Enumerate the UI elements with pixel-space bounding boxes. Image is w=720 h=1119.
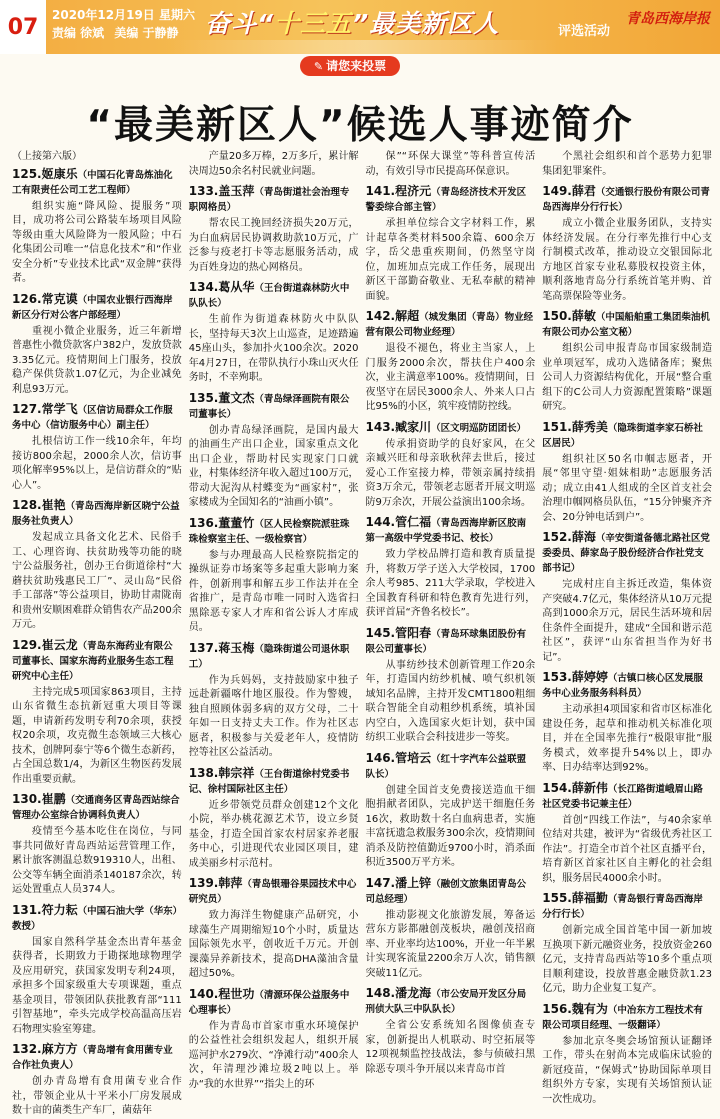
candidate-description: 帮农民工挽回经济损失20万元，为白血病居民协调救助款10万元，广泛参与疫老打卡等志愿服务活动，成为百姓身边的热心网格员。 bbox=[188, 218, 359, 273]
candidate-heading bbox=[12, 167, 182, 200]
candidate-number: 128. bbox=[12, 498, 42, 512]
candidate-heading bbox=[12, 292, 182, 325]
candidate-organization: （市公安局开发区分局刑侦大队三中队队长） bbox=[365, 989, 527, 1015]
candidate-entry bbox=[12, 638, 182, 788]
candidate-organization: （隐珠街道李家石桥社区居民） bbox=[542, 422, 703, 449]
candidate-description: 主持完成5项国家863项目，主持山东省微生态抗新冠重大项目等课题，申请新药发明专利70余项，获授权20余项，攻克微生态领域三大核心技术，创牌阿泰宁等6个微生态新药，占全国总数1/4，为新区生物医药发展作出重要贡献。 bbox=[12, 686, 182, 785]
candidate-entry bbox=[542, 309, 712, 415]
candidate-name: 潘龙海 bbox=[395, 986, 432, 1000]
candidate-number: 140. bbox=[188, 986, 219, 1001]
candidate-number: 143. bbox=[365, 419, 396, 434]
candidate-heading bbox=[12, 402, 182, 435]
candidate-number: 141. bbox=[365, 184, 396, 198]
candidate-number: 144. bbox=[365, 515, 396, 529]
candidate-entry bbox=[366, 751, 536, 871]
candidate-number: 131. bbox=[12, 902, 42, 917]
candidate-entry bbox=[542, 184, 712, 304]
candidate-organization: （青岛东海药业有限公司董事长、国家东海药业服务生态工程研究中心主任） bbox=[12, 640, 174, 682]
candidate-description: 创办青岛绿泽画院，是国内最大的油画生产出口企业，国家重点文化出口企业，帮助村民实现家门口就业，村集体经济年收入超过100万元，带动大泥沟从村蝶变为“画家村”，张家楼成为全国知名的“油画小镇”。 bbox=[188, 424, 359, 508]
candidate-heading bbox=[366, 751, 536, 784]
candidate-name: 薛新伟 bbox=[571, 780, 608, 795]
continued-note: （上接第六版） bbox=[12, 151, 82, 162]
candidate-name: 韩宗祥 bbox=[218, 765, 255, 780]
section-title-part1: 奋斗“ bbox=[205, 9, 275, 38]
candidate-name: 麻方方 bbox=[41, 1042, 78, 1056]
candidate-description: 组织社区50名巾帼志愿者，开展“邻里守望·姐妹相助”志愿服务活动；成立由41人组成的全区首支社会治理巾帼网格员队伍，“15分钟聚齐齐会、20分钟电话到户”。 bbox=[542, 453, 712, 523]
candidate-number: 138. bbox=[188, 765, 219, 780]
candidate-heading bbox=[189, 876, 359, 909]
candidate-name: 姬康乐 bbox=[41, 166, 78, 181]
candidate-organization: （青岛增有食用菌专业合作社负责人） bbox=[12, 1045, 173, 1071]
candidate-name: 葛从华 bbox=[218, 280, 255, 294]
candidate-description: 创办青岛增有食用菌专业合作社，带领企业从十平米小厂房发展成数十亩的菌类生产车厂，菌菇年 bbox=[12, 1076, 182, 1116]
candidate-entry bbox=[12, 402, 182, 493]
candidate-description: 组织公司申报青岛市国家级制造业单项冠军，成功入选储备库；聚焦公司人力资源结构优化，开展“整合重组下的C公司人力资源配置策略”课题研究。 bbox=[542, 343, 712, 412]
candidate-number: 146. bbox=[365, 750, 396, 765]
candidate-name: 薛婷婷 bbox=[571, 670, 608, 684]
candidate-organization: （红十字汽车公益联盟队长） bbox=[365, 753, 527, 780]
candidate-entry bbox=[542, 781, 712, 887]
candidate-entry bbox=[189, 766, 359, 872]
candidate-organization: （青岛西海岸新区胶南第一高级中学党委书记、校长） bbox=[365, 518, 527, 544]
candidate-description: 首创“四线工作法”，与40余家单位结对共建，被评为“省级优秀社区工作法”。打造全市首个社区直播平台，培育新区首家社区自主孵化的社会组织，服务居民4000余小时。 bbox=[542, 814, 712, 884]
candidate-heading bbox=[189, 391, 359, 424]
page-title: “最美新区人”候选人事迹简介 bbox=[86, 103, 634, 148]
candidate-name: 薛君 bbox=[571, 184, 596, 198]
candidate-entry bbox=[189, 184, 359, 275]
candidate-description: 发起成立具备文化艺术、民俗手工、心理咨询、扶贫助残等功能的晓宁公益服务社，创办王台街道徐村“大蘑扶贫助残惠民工厂”、灵山岛“民俗手工部落”等公益项目，协助甘肃陇南和贵州安顺困难群众销售农产品200余万元。 bbox=[12, 532, 182, 630]
candidate-organization: （交通银行股份有限公司青岛西海岸分行行长） bbox=[542, 187, 710, 213]
candidate-number: 150. bbox=[542, 309, 572, 323]
candidate-organization: （青岛银行青岛西海岸分行行长） bbox=[542, 894, 703, 920]
candidate-description: 生前作为街道森林防火中队队长，坚持每天3次上山巡查，足迹踏遍45座山头，参加扑火100余次。2020年4月27日，在带队执行小珠山灭火任务时，不幸殉职。 bbox=[188, 314, 359, 383]
candidate-heading bbox=[12, 903, 182, 936]
candidate-name: 薛海 bbox=[571, 530, 596, 544]
candidate-name: 管培云 bbox=[395, 750, 432, 765]
candidate-heading bbox=[542, 530, 712, 578]
candidate-number: 136. bbox=[188, 515, 219, 530]
candidate-organization: （青岛经济技术开发区警委综合部主管） bbox=[365, 187, 527, 213]
candidate-entry bbox=[542, 1002, 712, 1108]
candidate-entry bbox=[189, 987, 359, 1093]
candidate-name: 韩萍 bbox=[218, 876, 243, 890]
designer-name: 美编 于静静 bbox=[114, 26, 179, 40]
candidate-heading bbox=[366, 876, 536, 909]
candidate-heading bbox=[189, 641, 359, 674]
candidate-organization: （长江路街道峨眉山路社区党委书记兼主任） bbox=[542, 783, 703, 810]
candidate-description: 产量20多万棒，2万多斤，累计解决周边50余名村民就业问题。 bbox=[188, 151, 359, 177]
article-columns bbox=[12, 150, 712, 1116]
candidate-organization: （区文明巡防团团长） bbox=[431, 422, 527, 434]
candidate-number: 135. bbox=[188, 390, 219, 405]
candidate-name: 解超 bbox=[395, 309, 420, 323]
column-1 bbox=[12, 150, 182, 1116]
candidate-number: 147. bbox=[365, 875, 396, 890]
candidate-heading bbox=[542, 1002, 712, 1035]
candidate-name: 薛福勤 bbox=[571, 891, 608, 905]
issue-meta bbox=[52, 6, 195, 42]
candidate-description: 主动承担4项国家和省市区标准化建设任务，起草和推动机关标准化项目，并在全国率先推行“极限审批”服务模式，效率提升54%以上，即办率、日办结率达到92%。 bbox=[542, 704, 712, 773]
candidate-heading bbox=[366, 309, 536, 342]
candidate-organization: （中国船舶重工集团柴油机有限公司办公室文秘） bbox=[542, 312, 710, 338]
candidate-number: 142. bbox=[365, 309, 396, 323]
candidate-organization: （清源环保公益服务中心理事长） bbox=[188, 989, 350, 1016]
candidate-entry bbox=[542, 150, 712, 179]
candidate-description: 承担单位综合文字材料工作，累计起草各类材料500余篇、600余万字，岳父患重疾期间，仍然坚守岗位，加班加点完成工作任务，展现出新区干部勤奋敬业、无私奉献的精神面貌。 bbox=[365, 218, 536, 302]
candidate-heading bbox=[189, 516, 359, 549]
candidate-description: 作为青岛市首家市重水环境保护的公益性社会组织发起人，组织开展巡河护水279次、“净滩行动”400余人次，年清理沙滩垃圾2吨以上。举办“我的水世界”“指尖上的环 bbox=[188, 1020, 359, 1090]
candidate-entry bbox=[366, 876, 536, 982]
candidate-description: 传承捐资助学的良好家风，在父亲臧兴旺和母亲耿秋萍去世后，接过爱心工作室接力棒，带领亲属持续捐资3万余元，带领老志愿者开展文明巡防9万余次，开展公益演出100余场。 bbox=[365, 438, 536, 508]
candidate-entry bbox=[12, 1042, 182, 1119]
candidate-entry bbox=[366, 309, 536, 415]
activity-label: 评选活动 bbox=[558, 24, 611, 39]
candidate-organization: （青岛街道社会治理专职网格员） bbox=[188, 187, 350, 213]
candidate-name: 蒋玉梅 bbox=[218, 640, 255, 655]
candidate-name: 潘上锌 bbox=[395, 875, 432, 890]
candidate-heading bbox=[366, 986, 536, 1019]
candidate-number: 148. bbox=[365, 986, 396, 1000]
candidate-organization: （辛安街道备德北路社区党委委员、薛家岛子股份经济合作社党支部书记） bbox=[542, 533, 710, 574]
candidate-name: 崔云龙 bbox=[41, 637, 78, 652]
page-number: 07 bbox=[0, 0, 46, 54]
candidate-organization: （青岛绿泽画院有限公司董事长） bbox=[188, 393, 350, 420]
candidate-number: 156. bbox=[542, 1001, 572, 1016]
candidate-name: 臧家川 bbox=[395, 419, 432, 434]
candidate-heading bbox=[189, 280, 359, 313]
editor-name: 责编 徐斌 bbox=[52, 26, 105, 40]
candidate-name: 程世功 bbox=[218, 986, 255, 1001]
candidate-description: 参加北京冬奥会场馆预认证翻译工作，带头在射尚本完成临床试验的新冠疫苗，“保姆式”协助国际单项目组织外方专家，实现有关场馆预认证一次性成功。 bbox=[542, 1035, 712, 1105]
candidate-name: 常学飞 bbox=[41, 402, 78, 416]
candidate-name: 魏有为 bbox=[571, 1001, 608, 1016]
candidate-heading bbox=[189, 184, 359, 217]
candidate-description: 扎根信访工作一线10余年，年均接访800余起，2000余人次，信访事项化解率95%以上，是信访群众的“贴心人”。 bbox=[12, 436, 182, 491]
candidate-number: 126. bbox=[12, 291, 42, 306]
candidate-number: 134. bbox=[188, 280, 219, 294]
candidate-heading bbox=[542, 420, 712, 453]
candidate-heading bbox=[189, 766, 359, 799]
candidate-organization: （王台街道徐村党委书记、徐村国际社区主任） bbox=[188, 768, 350, 795]
candidate-entry bbox=[189, 150, 359, 179]
candidate-organization: （中国农业银行西海岸新区分行对公客户部经理） bbox=[12, 294, 173, 321]
candidate-organization: （中国石油大学（华东）教授） bbox=[12, 905, 178, 932]
candidate-heading bbox=[12, 498, 182, 531]
candidate-entry bbox=[366, 184, 536, 304]
candidate-number: 125. bbox=[12, 166, 42, 181]
candidate-heading bbox=[542, 309, 712, 342]
candidate-entry bbox=[542, 530, 712, 665]
candidate-number: 132. bbox=[12, 1042, 42, 1056]
candidate-organization: （青岛银珊谷果园技术中心研究员） bbox=[188, 879, 357, 905]
issue-date: 2020年12月19日 星期六 bbox=[52, 8, 195, 22]
candidate-heading bbox=[366, 515, 536, 548]
candidate-organization: （交通商务区青岛西站综合管理办公室综合协调科负责人） bbox=[12, 795, 180, 821]
candidate-entry bbox=[542, 891, 712, 997]
newspaper-brand-logo: 青岛西海岸报 bbox=[626, 11, 710, 27]
candidate-entry bbox=[12, 292, 182, 398]
candidate-entry bbox=[366, 986, 536, 1077]
candidate-description: 退役不褪色，将业主当家人，上门服务2000余次，帮扶住户400余次，业主满意率100%。疫情期间，日夜坚守在居民3000余人、外来人口占比95%的小区，筑牢疫情防控线。 bbox=[365, 343, 536, 412]
candidate-number: 155. bbox=[542, 891, 572, 905]
candidate-description: 组织实施“降风险、提服务”项目，成功将公司公路装车场项目风险等级由重大风险降为一般风险；中石化集团公司唯一“信息化技术”和“作业安全分析”专业技术比武“双金牌”获得者。 bbox=[12, 200, 182, 284]
candidate-name: 薛敏 bbox=[571, 309, 596, 323]
candidate-organization: （融创文旅集团青岛公司总经理） bbox=[365, 878, 527, 905]
candidate-entry bbox=[542, 420, 712, 526]
banner-decoration bbox=[170, 40, 560, 54]
candidate-entry bbox=[12, 167, 182, 287]
candidate-number: 130. bbox=[12, 792, 42, 806]
candidate-description: 保”“环保大课堂”等科普宣传活动，有效引导市民提高环保意识。 bbox=[365, 151, 536, 177]
candidate-description: 致力海洋生物健康产品研究，小球藻生产周期缩短10个小时，质量达国际领先水平，创收近千万元。开创课藻异养新技术，提高DHA藻油含量超过50%。 bbox=[188, 910, 359, 979]
candidate-heading bbox=[542, 891, 712, 924]
candidate-heading bbox=[12, 792, 182, 825]
ballot-icon: ✎ bbox=[313, 60, 324, 73]
candidate-organization: （区信访局群众工作服务中心（信访服务中心）副主任） bbox=[12, 405, 173, 431]
vote-button-label: 请您来投票 bbox=[326, 59, 387, 73]
candidate-heading bbox=[542, 670, 712, 703]
candidate-description: 近乡带领党员群众创建12个文化小院，举办桃花源艺术节，设立乡贤基金，打造全国首家农村居家养老服务中心，引进现代农业园区项目，建成美丽乡村示范村。 bbox=[188, 799, 359, 869]
candidate-entry bbox=[189, 280, 359, 386]
candidate-entry bbox=[366, 626, 536, 746]
candidate-heading bbox=[366, 626, 536, 659]
candidate-organization: （隐珠街道公司退休职工） bbox=[188, 643, 350, 670]
candidate-description: 致力学校品牌打造和教育质量提升，将数万学子送入大学校园，1700余人考985、211大学录取，学校进入全国教育科研和特色教育先进行列，获评首届“齐鲁名校长”。 bbox=[365, 549, 536, 618]
candidate-number: 133. bbox=[188, 184, 219, 198]
candidate-description: 国家自然科学基金杰出青年基金获得者，长期致力于勘探地球物理学及应用研究，获国家发明专利24项，承担多个国家级重大专项课题，重点基金项目，带领团队获批教育部“111引智基地”，牵头完成学校高温高压岩石物理实验室筹建。 bbox=[12, 936, 182, 1035]
candidate-name: 符力耘 bbox=[41, 902, 78, 917]
candidate-entry bbox=[12, 903, 182, 1038]
candidate-number: 151. bbox=[542, 419, 572, 434]
candidate-entry bbox=[366, 420, 536, 511]
candidate-number: 127. bbox=[12, 402, 42, 416]
candidate-entry bbox=[189, 641, 359, 761]
candidate-organization: （青岛环球集团股份有限公司董事长） bbox=[365, 628, 527, 655]
candidate-organization: （青岛西海岸新区晓宁公益服务社负责人） bbox=[12, 501, 180, 527]
candidate-heading bbox=[542, 184, 712, 217]
candidate-description: 推动影视文化旅游发展，筹备运营东方影都融创茂板块，融创茂招商率、开业率均达100%，开业一年半累计实现客流量2200余万人次，销售额突破11亿元。 bbox=[365, 909, 536, 979]
candidate-entry bbox=[366, 150, 536, 179]
candidate-name: 管仁福 bbox=[395, 515, 432, 529]
candidate-name: 薛秀美 bbox=[571, 419, 608, 434]
candidate-number: 145. bbox=[365, 625, 396, 640]
candidate-description: 从事纺纱技术创新管理工作20余年，打造国内纺纱机械、喷气织机领域知名品牌，主持开发CMT1800粗细联合智能全自动粗纱机系统，填补国内空白，入选国家火炬计划，获中国纺织工业联合会科技进步一等奖。 bbox=[365, 659, 536, 743]
candidate-number: 152. bbox=[542, 530, 572, 544]
column-4 bbox=[542, 150, 712, 1105]
section-title-part2: ”最美新区人 bbox=[352, 9, 500, 38]
candidate-organization: （中冶东方工程技术有限公司项目经理、一级翻译） bbox=[542, 1004, 703, 1031]
candidate-number: 154. bbox=[542, 780, 572, 795]
candidate-number: 129. bbox=[12, 637, 42, 652]
candidate-description: 参与办理最高人民检察院指定的操纵证券市场案等多起重大影响力案件，创新刑事和解五步工作法并在全省推广，是青岛市唯一同时入选省扫黑除恶专家人才库和省公诉人才库成员。 bbox=[188, 549, 359, 633]
vote-button[interactable] bbox=[300, 56, 400, 76]
candidate-organization: （城发集团（青岛）物业经营有限公司物业经理） bbox=[365, 312, 534, 338]
candidate-description: 全省公安系统知名图像侦查专家，创新提出人机联动、时空拓展等12项视频监控技战法，参与侦破扫黑除恶专项斗争开展以来青岛市首 bbox=[365, 1020, 536, 1075]
candidate-heading bbox=[189, 987, 359, 1020]
candidate-entry bbox=[366, 515, 536, 621]
candidate-organization: （中国石化青岛炼油化工有限责任公司工艺工程师） bbox=[12, 169, 173, 196]
candidate-name: 崔鹏 bbox=[41, 792, 66, 806]
candidate-organization: （区人民检察院派驻珠珠检察室主任、一级检察官） bbox=[188, 518, 350, 545]
candidate-description: 创新完成全国首笔中国一新加坡互换项下新元融资业务，投放资金260亿元，支持青岛西站等10多个重点项目顺利建设，投放普惠金融贷款1.23亿元，助力企业复工复产。 bbox=[542, 925, 712, 994]
candidate-description: 完成村庄自主拆迁改造，集体资产突破4.7亿元，集体经济从10万元提高到1000余万元，居民生活环境和居住条件全面提升，建成“全国和谐示范社区”，获评“山东省担当作为好书记”。 bbox=[542, 579, 712, 663]
candidate-heading bbox=[366, 420, 536, 438]
section-title-highlight: 十三五 bbox=[274, 9, 353, 38]
candidate-number: 139. bbox=[188, 876, 219, 890]
candidate-name: 管阳春 bbox=[395, 625, 432, 640]
candidate-organization: （王台街道森林防火中队队长） bbox=[188, 283, 350, 309]
candidate-name: 程济元 bbox=[395, 184, 432, 198]
column-2 bbox=[189, 150, 359, 1090]
page-header bbox=[0, 0, 720, 54]
candidate-name: 董文杰 bbox=[218, 390, 255, 405]
candidate-name: 常克谟 bbox=[41, 291, 78, 306]
candidate-description: 疫情至今基本吃住在岗位，与同事共同做好青岛西站运营管理工作，累计旅客测温总数919310人，出租、公交等车辆全面消杀140187余次，转运处置重点人员374人。 bbox=[12, 826, 182, 895]
candidate-description: 成立小微企业服务团队，支持实体经济发展。在分行率先推行中心支行制模式改革，推动设立交银国际北方地区首家专业私募股权投资主体，顺利落地青岛分行系统首笔并购、首笔高票保险等业务。 bbox=[542, 218, 712, 302]
column-3 bbox=[366, 150, 536, 1090]
candidate-organization: （古镇口核心区发展服务中心业务服务科科员） bbox=[542, 673, 703, 699]
candidate-entry bbox=[12, 498, 182, 633]
candidate-entry bbox=[189, 516, 359, 636]
candidate-heading bbox=[542, 781, 712, 814]
candidate-number: 149. bbox=[542, 184, 572, 198]
candidate-entry bbox=[12, 792, 182, 898]
candidate-name: 盖玉萍 bbox=[218, 184, 255, 198]
candidate-entry bbox=[189, 876, 359, 982]
candidate-name: 崔艳 bbox=[41, 498, 66, 512]
candidate-description: 创建全国首支免费接送造血干细胞捐献者团队，完成护送干细胞任务16次，救助数十名白血病患者，实施丰富抚遗急救服务300余次，疫情期间消杀及防控值勤近9700小时，消杀面积近3500万平方米。 bbox=[365, 784, 536, 868]
candidate-description: 个黑社会组织和首个恶势力犯罪集团犯罪案件。 bbox=[542, 151, 712, 177]
candidate-heading bbox=[12, 638, 182, 686]
section-title bbox=[205, 4, 499, 40]
candidate-heading bbox=[12, 1042, 182, 1075]
candidate-number: 137. bbox=[188, 640, 219, 655]
candidate-heading bbox=[366, 184, 536, 217]
candidate-description: 作为兵妈妈，支持鼓励家中独子远赴新疆喀什地区服役。作为警嫂，独自照顾体弱多病的双方父母，二十年如一日支持丈夫工作。作为社区志愿者，积极参与关爱老年人，疫情防控等社区公益活动。 bbox=[188, 674, 359, 758]
candidate-description: 重视小微企业服务，近三年新增普惠性小微贷款客户382户，发放贷款3.35亿元。疫情期间上门服务，投放稳产保供贷款1.07亿元，为企业减免利息93万元。 bbox=[12, 325, 182, 395]
candidate-entry bbox=[189, 391, 359, 511]
candidate-number: 153. bbox=[542, 670, 572, 684]
candidate-entry bbox=[542, 670, 712, 776]
candidate-name: 董董竹 bbox=[218, 515, 255, 530]
